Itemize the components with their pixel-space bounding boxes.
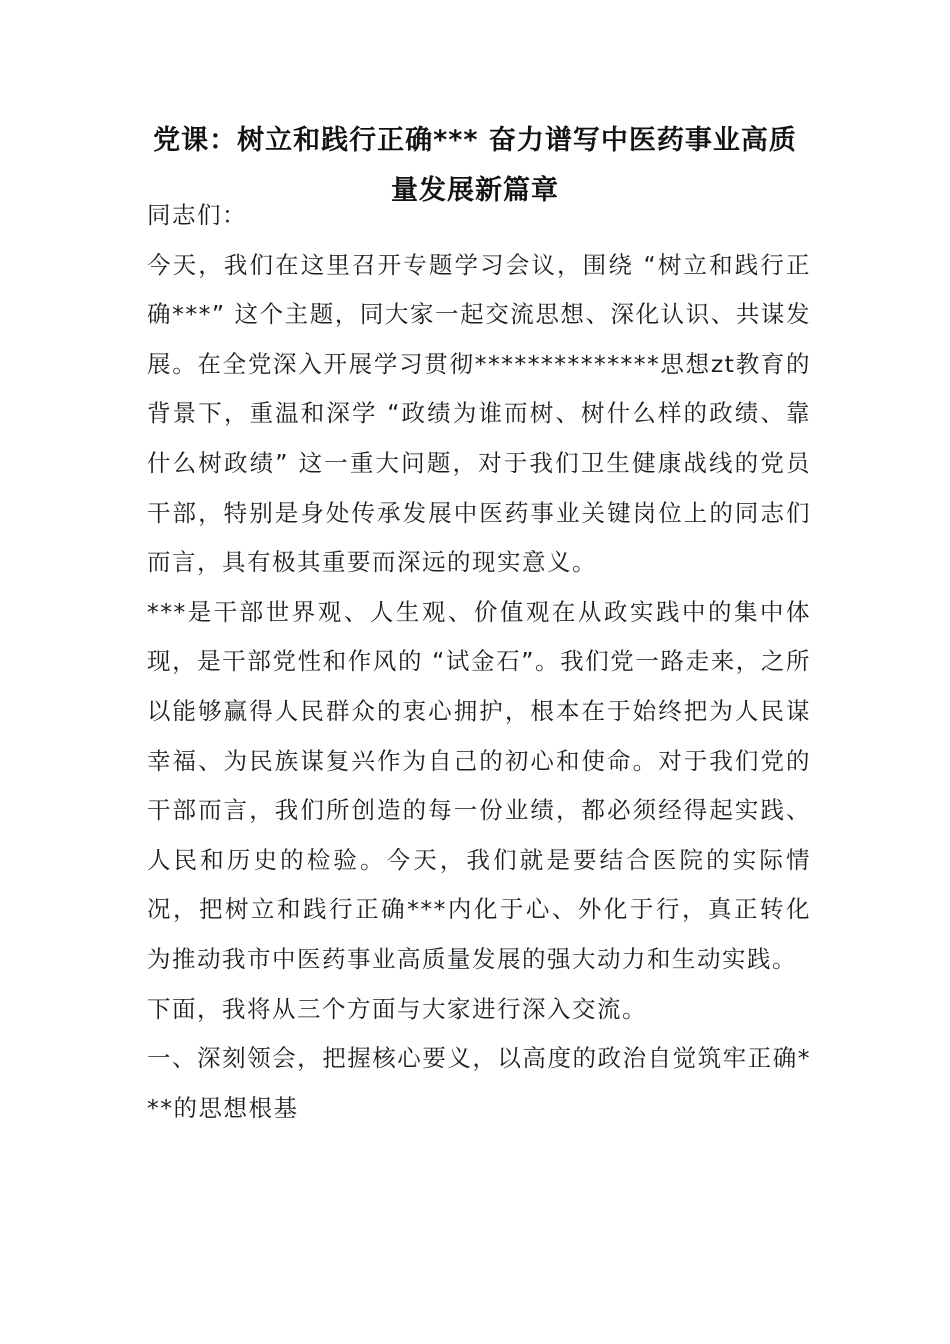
salutation: 同志们： xyxy=(147,201,247,229)
paragraph-outline: 下面，我将从三个方面与大家进行深入交流。 xyxy=(147,994,647,1023)
paragraph-significance: ***是干部世界观、人生观、价值观在从政实践中的集中体现，是干部党性和作风的 “试金石”。我们党一路走来，之所以能够赢得人民群众的衷心拥护，根本在于始终把为人民谋幸福、为民族谋复兴作为自己的初心和使命。对于我们党的干部而言，我们所创造的每一份业绩，都必须经得起实践、人民和历史的检验。今天，我们就是要结合医院的实际情况，把树立和践行正确***内化于心、外化于行，真正转化为推动我市中医药事业高质量发展的强大动力和生动实践。 xyxy=(147,597,811,973)
section-heading-one: 一、深刻领会，把握核心要义，以高度的政治自觉筑牢正确***的思想根基 xyxy=(147,1044,811,1122)
paragraph-intro: 今天，我们在这里召开专题学习会议，围绕 “树立和践行正确***” 这个主题，同大家一起交流思想、深化认识、共谋发展。在全党深入开展学习贯彻**************思想zt教育的背景下，重温和深学 “政绩为谁而树、树什么样的政绩、靠什么树政绩” 这一重大问题，对于我们卫生健康战线的党员干部，特别是身处传承发展中医药事业关键岗位上的同志们而言，具有极其重要而深远的现实意义。 xyxy=(147,250,811,577)
document-title: 党课：树立和践行正确*** 奋力谱写中医药事业高质量发展新篇章 xyxy=(153,125,797,206)
document-body xyxy=(147,191,811,1133)
